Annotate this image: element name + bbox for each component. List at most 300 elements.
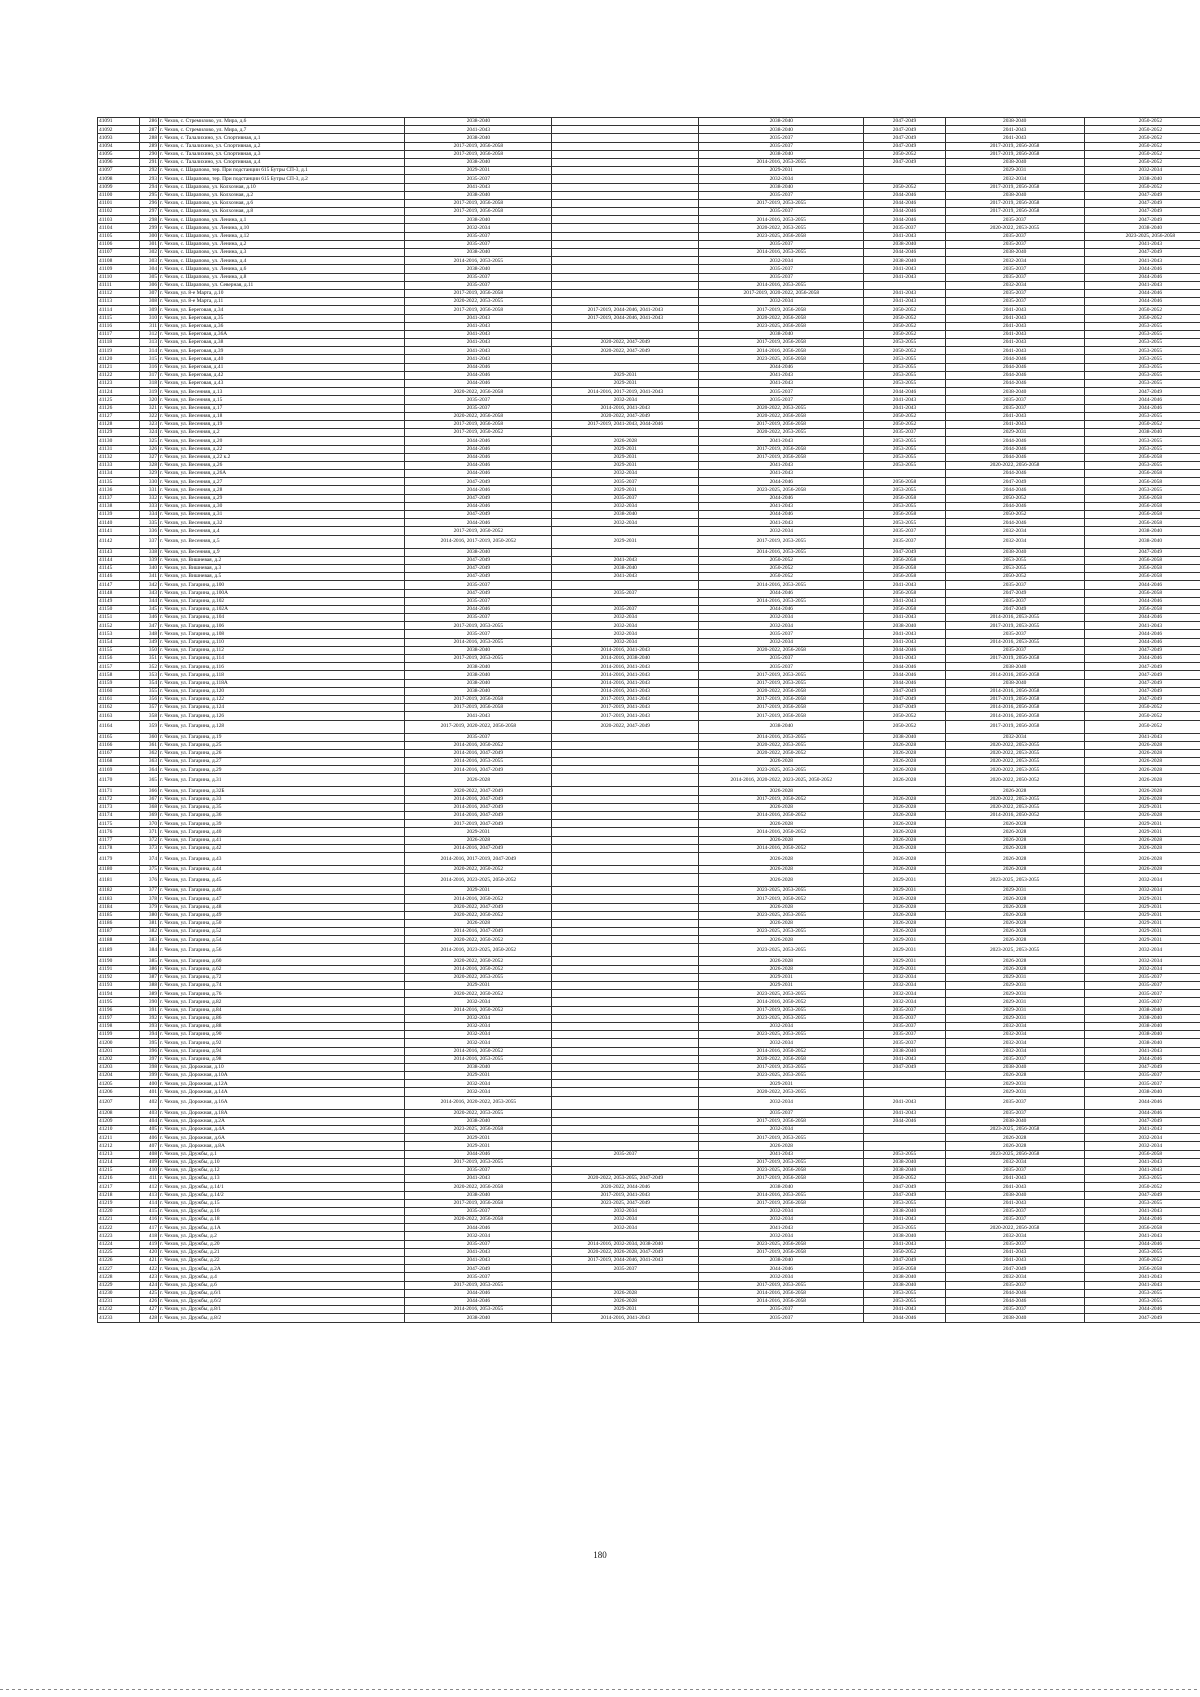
cell-id: 41170 — [98, 774, 140, 787]
cell-num: 303 — [139, 257, 158, 265]
cell-period_4: 2053-2055 — [864, 1224, 945, 1232]
cell-period_6: 2029-2031 — [1084, 911, 1200, 919]
cell-period_6: 2041-2043 — [1084, 1126, 1200, 1134]
cell-num: 396 — [139, 1047, 158, 1055]
cell-address: г. Чехов, ул. Гагарина, д.31 — [159, 774, 405, 787]
cell-period_4: 2053-2055 — [864, 363, 945, 371]
cell-id: 41174 — [98, 812, 140, 820]
cell-period_5: 2026-2028 — [945, 1142, 1084, 1150]
cell-period_6: 2038-2040 — [1084, 535, 1200, 548]
cell-period_1: 2038-2040 — [405, 265, 552, 273]
cell-period_1: 2041-2043 — [405, 183, 552, 191]
table-row — [98, 630, 1200, 638]
cell-period_2: 2017-2019, 2041-2043, 2044-2046 — [552, 420, 699, 428]
cell-period_1: 2035-2037 — [405, 404, 552, 412]
cell-id: 41146 — [98, 573, 140, 581]
cell-address: г. Чехов, ул. Гагарина, д.54 — [159, 936, 405, 944]
cell-address: г. Чехов, ул. Гагарина, д.122 — [159, 695, 405, 703]
cell-period_5: 2041-2043 — [945, 1175, 1084, 1183]
cell-period_3: 2023-2025, 2053-2055 — [699, 766, 864, 774]
cell-period_1: 2047-2049 — [405, 1265, 552, 1273]
cell-period_2: 2035-2037 — [552, 494, 699, 502]
cell-period_4: 2056-2058 — [864, 589, 945, 597]
cell-period_1: 2014-2016, 2047-2049 — [405, 928, 552, 936]
cell-period_6: 2053-2055 — [1084, 347, 1200, 355]
cell-period_6: 2053-2055 — [1084, 363, 1200, 371]
cell-id: 41140 — [98, 519, 140, 527]
table-row — [98, 766, 1200, 774]
cell-period_4: 2053-2055 — [864, 486, 945, 494]
cell-period_6: 2056-2058 — [1084, 564, 1200, 572]
cell-period_1: 2032-2034 — [405, 1031, 552, 1039]
cell-period_4: 2044-2046 — [864, 388, 945, 396]
cell-period_4: 2032-2034 — [864, 973, 945, 981]
cell-period_6: 2056-2058 — [1084, 519, 1200, 527]
cell-period_4: 2053-2055 — [864, 339, 945, 347]
cell-period_1: 2026-2028 — [405, 836, 552, 844]
cell-period_1: 2032-2034 — [405, 1080, 552, 1088]
cell-period_4: 2041-2043 — [864, 298, 945, 306]
cell-period_1: 2017-2019, 2053-2055 — [405, 655, 552, 663]
cell-address: г. Чехов, ул. Дорожная, д.2А — [159, 1117, 405, 1125]
cell-period_4: 2050-2052 — [864, 150, 945, 158]
cell-id: 41156 — [98, 655, 140, 663]
cell-period_2 — [552, 199, 699, 207]
cell-period_5: 2035-2037 — [945, 1109, 1084, 1117]
table-row — [98, 589, 1200, 597]
cell-num: 304 — [139, 265, 158, 273]
table-row — [98, 494, 1200, 502]
table-row — [98, 1126, 1200, 1134]
cell-id: 41189 — [98, 944, 140, 957]
cell-period_5: 2029-2031 — [945, 1088, 1084, 1096]
cell-period_3: 2017-2019, 2056-2058 — [699, 1199, 864, 1207]
cell-period_3: 2020-2022, 2053-2055 — [699, 1088, 864, 1096]
cell-num: 368 — [139, 803, 158, 811]
cell-address: г. Чехов, ул. Береговая, д.38 — [159, 339, 405, 347]
cell-period_5: 2044-2046 — [945, 470, 1084, 478]
cell-period_6: 2050-2052 — [1084, 704, 1200, 712]
cell-num: 413 — [139, 1191, 158, 1199]
cell-period_4 — [864, 175, 945, 183]
cell-period_4: 2053-2055 — [864, 519, 945, 527]
table-row — [98, 812, 1200, 820]
cell-period_6: 2056-2058 — [1084, 573, 1200, 581]
cell-num: 288 — [139, 134, 158, 142]
cell-period_4: 2047-2049 — [864, 1191, 945, 1199]
cell-period_1: 2038-2040 — [405, 158, 552, 166]
cell-period_6: 2038-2040 — [1084, 429, 1200, 437]
cell-id: 41211 — [98, 1134, 140, 1142]
table-row — [98, 874, 1200, 887]
cell-period_5: 2020-2022, 2053-2055 — [945, 741, 1084, 749]
cell-address: г. Чехов, ул. Гагарина, д.25 — [159, 741, 405, 749]
cell-period_3: 2026-2028 — [699, 965, 864, 973]
cell-period_3: 2017-2019, 2053-2055 — [699, 1006, 864, 1014]
cell-period_1: 2020-2022, 2050-2052 — [405, 990, 552, 998]
cell-period_3: 2035-2037 — [699, 208, 864, 216]
cell-period_3: 2023-2025, 2053-2055 — [699, 887, 864, 895]
table-row — [98, 982, 1200, 990]
cell-period_6: 2044-2046 — [1084, 404, 1200, 412]
cell-period_4: 2050-2052 — [864, 183, 945, 191]
cell-address: г. Чехов, ул. Весенняя, д.22 — [159, 445, 405, 453]
cell-num: 319 — [139, 388, 158, 396]
cell-period_5: 2014-2016, 2053-2055 — [945, 614, 1084, 622]
cell-id: 41230 — [98, 1289, 140, 1297]
cell-period_6: 2044-2046 — [1084, 638, 1200, 646]
cell-period_1: 2041-2043 — [405, 314, 552, 322]
cell-num: 300 — [139, 232, 158, 240]
table-row — [98, 1232, 1200, 1240]
cell-num: 383 — [139, 936, 158, 944]
cell-period_4: 2050-2052 — [864, 330, 945, 338]
cell-period_4: 2032-2034 — [864, 982, 945, 990]
cell-period_3: 2026-2028 — [699, 836, 864, 844]
table-row — [98, 1158, 1200, 1166]
table-row — [98, 289, 1200, 297]
cell-period_6: 2044-2046 — [1084, 1306, 1200, 1314]
table-row — [98, 646, 1200, 654]
cell-id: 41134 — [98, 470, 140, 478]
cell-id: 41154 — [98, 638, 140, 646]
cell-num: 420 — [139, 1248, 158, 1256]
cell-id: 41093 — [98, 134, 140, 142]
cell-period_4: 2044-2046 — [864, 671, 945, 679]
cell-period_4: 2044-2046 — [864, 216, 945, 224]
table-row — [98, 556, 1200, 564]
cell-period_6: 2038-2040 — [1084, 1088, 1200, 1096]
cell-address: г. Чехов, ул. Вишневая, д.5 — [159, 573, 405, 581]
cell-period_6: 2047-2049 — [1084, 1063, 1200, 1071]
cell-period_1: 2014-2016, 2053-2055 — [405, 1055, 552, 1063]
cell-num: 392 — [139, 1014, 158, 1022]
cell-period_4: 2044-2046 — [864, 208, 945, 216]
cell-id: 41137 — [98, 494, 140, 502]
cell-address: г. Чехов, ул. Гагарина, д.102 — [159, 597, 405, 605]
cell-period_3: 2041-2043 — [699, 1150, 864, 1158]
cell-address: г. Чехов, ул. Гагарина, д.110 — [159, 638, 405, 646]
cell-address: г. Чехов, ул. Гагарина, д.98 — [159, 1055, 405, 1063]
cell-period_2: 2038-2040 — [552, 511, 699, 519]
cell-address: г. Чехов, ул. Береговая, д.40 — [159, 355, 405, 363]
cell-address: г. Чехов, ул. Дружбы, д.21 — [159, 1248, 405, 1256]
cell-period_3: 2014-2016, 2056-2058 — [699, 1289, 864, 1297]
schedule-table — [97, 117, 1200, 1323]
cell-period_5: 2038-2040 — [945, 158, 1084, 166]
cell-period_2: 2020-2022, 2047-2049 — [552, 339, 699, 347]
cell-period_6: 2053-2055 — [1084, 322, 1200, 330]
cell-id: 41199 — [98, 1031, 140, 1039]
cell-address: г. Чехов, ул. Гагарина, д.124 — [159, 704, 405, 712]
cell-address: г. Чехов, ул. Береговая, д.35 — [159, 314, 405, 322]
table-row — [98, 1183, 1200, 1191]
table-row — [98, 903, 1200, 911]
cell-period_3: 2020-2022, 2053-2055 — [699, 224, 864, 232]
cell-num: 351 — [139, 655, 158, 663]
cell-period_1: 2029-2031 — [405, 1134, 552, 1142]
cell-period_1: 2038-2040 — [405, 1191, 552, 1199]
cell-address: г. Чехов, ул. Дружбы, д.16 — [159, 1207, 405, 1215]
cell-period_2: 2029-2031 — [552, 535, 699, 548]
cell-period_6: 2050-2052 — [1084, 183, 1200, 191]
cell-period_4: 2035-2037 — [864, 1022, 945, 1030]
cell-period_3: 2041-2043 — [699, 461, 864, 469]
cell-period_4: 2044-2046 — [864, 1117, 945, 1125]
cell-address: г. Чехов, ул. Гагарина, д.44 — [159, 865, 405, 873]
cell-num: 417 — [139, 1224, 158, 1232]
cell-period_5: 2026-2028 — [945, 1072, 1084, 1080]
table-row — [98, 1289, 1200, 1297]
cell-id: 41229 — [98, 1281, 140, 1289]
cell-period_6: 2050-2052 — [1084, 118, 1200, 126]
cell-period_1: 2032-2034 — [405, 1088, 552, 1096]
cell-period_4: 2035-2037 — [864, 224, 945, 232]
cell-num: 384 — [139, 944, 158, 957]
cell-period_5: 2014-2016, 2056-2058 — [945, 687, 1084, 695]
table-row — [98, 404, 1200, 412]
cell-period_5: 2041-2043 — [945, 1257, 1084, 1265]
cell-id: 41188 — [98, 936, 140, 944]
cell-id: 41206 — [98, 1088, 140, 1096]
cell-period_6: 2047-2049 — [1084, 1117, 1200, 1125]
cell-period_4: 2041-2043 — [864, 404, 945, 412]
cell-num: 391 — [139, 1006, 158, 1014]
cell-period_5: 2035-2037 — [945, 1216, 1084, 1224]
table-row — [98, 232, 1200, 240]
cell-num: 323 — [139, 420, 158, 428]
cell-num: 331 — [139, 486, 158, 494]
table-row — [98, 1080, 1200, 1088]
cell-address: г. Чехов, ул. Береговая, д.36 — [159, 322, 405, 330]
table-row — [98, 347, 1200, 355]
cell-period_4 — [864, 470, 945, 478]
cell-period_3: 2035-2037 — [699, 1306, 864, 1314]
cell-period_6: 2035-2037 — [1084, 982, 1200, 990]
cell-period_2 — [552, 812, 699, 820]
cell-num: 352 — [139, 663, 158, 671]
table-row — [98, 573, 1200, 581]
cell-address: г. Чехов, ул. Гагарина, д.50 — [159, 919, 405, 927]
cell-address: г. Чехов, ул. Весенняя, д.9 — [159, 548, 405, 556]
cell-id: 41121 — [98, 363, 140, 371]
cell-period_5: 2038-2040 — [945, 388, 1084, 396]
cell-address: г. Чехов, с. Талалихино, ул. Спортивная, д.4 — [159, 158, 405, 166]
cell-period_6: 2038-2040 — [1084, 1006, 1200, 1014]
cell-period_1: 2035-2037 — [405, 614, 552, 622]
cell-period_1: 2014-2016, 2053-2055 — [405, 758, 552, 766]
cell-num: 301 — [139, 240, 158, 248]
cell-period_1: 2020-2022, 2056-2058 — [405, 1216, 552, 1224]
cell-period_1: 2017-2019, 2056-2058 — [405, 695, 552, 703]
cell-period_2 — [552, 865, 699, 873]
cell-period_6: 2044-2046 — [1084, 1240, 1200, 1248]
cell-period_2 — [552, 820, 699, 828]
cell-num: 289 — [139, 142, 158, 150]
cell-period_6: 2032-2034 — [1084, 887, 1200, 895]
cell-period_3: 2014-2016, 2053-2055 — [699, 158, 864, 166]
cell-address: г. Чехов, ул. Дорожная, д.12А — [159, 1080, 405, 1088]
cell-period_5: 2032-2034 — [945, 1158, 1084, 1166]
cell-id: 41142 — [98, 535, 140, 548]
table-row — [98, 887, 1200, 895]
cell-period_1: 2017-2019, 2047-2049 — [405, 820, 552, 828]
cell-id: 41220 — [98, 1207, 140, 1215]
cell-id: 41136 — [98, 486, 140, 494]
cell-id: 41196 — [98, 1006, 140, 1014]
cell-period_4: 2041-2043 — [864, 232, 945, 240]
cell-period_4: 2041-2043 — [864, 265, 945, 273]
cell-period_3: 2026-2028 — [699, 852, 864, 865]
cell-period_3: 2023-2025, 2056-2058 — [699, 322, 864, 330]
cell-id: 41159 — [98, 679, 140, 687]
cell-id: 41205 — [98, 1080, 140, 1088]
cell-period_6: 2047-2049 — [1084, 646, 1200, 654]
cell-period_2: 2020-2022, 2026-2028, 2047-2049 — [552, 1248, 699, 1256]
cell-address: г. Чехов, ул. Гагарина, д.112 — [159, 646, 405, 654]
cell-period_4: 2056-2058 — [864, 1265, 945, 1273]
cell-period_2: 2035-2037 — [552, 1265, 699, 1273]
cell-address: г. Чехов, ул. Гагарина, д.42 — [159, 844, 405, 852]
cell-period_2: 2017-2019, 2041-2043 — [552, 1191, 699, 1199]
cell-id: 41177 — [98, 836, 140, 844]
cell-period_5: 2038-2040 — [945, 118, 1084, 126]
cell-period_2 — [552, 1142, 699, 1150]
table-row — [98, 420, 1200, 428]
cell-num: 309 — [139, 306, 158, 314]
cell-id: 41194 — [98, 990, 140, 998]
cell-address: г. Чехов, ул. Дружбы, д.13 — [159, 1175, 405, 1183]
cell-address: г. Чехов, с. Шарапово, ул. Ленина, д.12 — [159, 232, 405, 240]
cell-period_3: 2035-2037 — [699, 240, 864, 248]
cell-address: г. Чехов, ул. Гагарина, д.48 — [159, 903, 405, 911]
cell-address: г. Чехов, ул. Весенняя, д.18 — [159, 412, 405, 420]
cell-period_4: 2038-2040 — [864, 1281, 945, 1289]
cell-period_1: 2014-2016, 2047-2049 — [405, 766, 552, 774]
cell-period_2: 2026-2028 — [552, 437, 699, 445]
cell-period_6: 2032-2034 — [1084, 1142, 1200, 1150]
cell-id: 41218 — [98, 1191, 140, 1199]
table-row — [98, 453, 1200, 461]
cell-period_4: 2026-2028 — [864, 795, 945, 803]
cell-period_4: 2026-2028 — [864, 903, 945, 911]
cell-period_2: 2020-2022, 2047-2049 — [552, 412, 699, 420]
cell-period_5: 2023-2025, 2056-2058 — [945, 1126, 1084, 1134]
cell-period_4: 2026-2028 — [864, 741, 945, 749]
cell-period_2 — [552, 1039, 699, 1047]
cell-period_2: 2020-2022, 2047-2049 — [552, 347, 699, 355]
cell-num: 412 — [139, 1183, 158, 1191]
cell-period_2: 2026-2028 — [552, 1297, 699, 1305]
cell-num: 354 — [139, 679, 158, 687]
cell-period_1: 2035-2037 — [405, 175, 552, 183]
cell-period_6: 2056-2058 — [1084, 478, 1200, 486]
cell-num: 328 — [139, 461, 158, 469]
cell-address: г. Чехов, ул. Гагарина, д.120 — [159, 687, 405, 695]
cell-num: 365 — [139, 774, 158, 787]
cell-period_5: 2041-2043 — [945, 314, 1084, 322]
table-row — [98, 1265, 1200, 1273]
cell-address: г. Чехов, ул. Гагарина, д.118А — [159, 679, 405, 687]
cell-period_1: 2014-2016, 2047-2049 — [405, 844, 552, 852]
cell-period_2 — [552, 249, 699, 257]
cell-period_3: 2041-2043 — [699, 470, 864, 478]
cell-period_4: 2056-2058 — [864, 573, 945, 581]
table-row — [98, 911, 1200, 919]
cell-num: 305 — [139, 273, 158, 281]
cell-period_3: 2017-2019, 2056-2058 — [699, 1117, 864, 1125]
cell-id: 41223 — [98, 1232, 140, 1240]
cell-period_3: 2023-2025, 2056-2058 — [699, 486, 864, 494]
table-row — [98, 158, 1200, 166]
cell-num: 294 — [139, 183, 158, 191]
cell-period_5: 2050-2052 — [945, 511, 1084, 519]
cell-period_3: 2032-2034 — [699, 175, 864, 183]
cell-address: г. Чехов, ул. Весенняя, д.26А — [159, 470, 405, 478]
cell-period_1: 2014-2016, 2047-2049 — [405, 749, 552, 757]
cell-period_3: 2023-2025, 2053-2055 — [699, 1031, 864, 1039]
cell-period_2: 2014-2016, 2041-2043 — [552, 687, 699, 695]
cell-period_5: 2029-2031 — [945, 167, 1084, 175]
cell-period_1: 2020-2022, 2050-2052 — [405, 957, 552, 965]
cell-period_2: 2032-2034 — [552, 396, 699, 404]
cell-num: 320 — [139, 396, 158, 404]
table-row — [98, 1166, 1200, 1174]
cell-period_2 — [552, 928, 699, 936]
cell-id: 41216 — [98, 1175, 140, 1183]
cell-period_5: 2041-2043 — [945, 1248, 1084, 1256]
cell-period_1: 2014-2016, 2017-2019, 2047-2049 — [405, 852, 552, 865]
cell-num: 335 — [139, 519, 158, 527]
table-row — [98, 990, 1200, 998]
table-row — [98, 803, 1200, 811]
cell-address: г. Чехов, ул. Дорожная, д.10 — [159, 1063, 405, 1071]
cell-period_6: 2050-2052 — [1084, 314, 1200, 322]
cell-period_1: 2035-2037 — [405, 630, 552, 638]
cell-period_1: 2014-2016, 2023-2025, 2050-2052 — [405, 944, 552, 957]
cell-period_5: 2044-2046 — [945, 355, 1084, 363]
cell-num: 382 — [139, 928, 158, 936]
cell-period_1: 2038-2040 — [405, 1117, 552, 1125]
cell-address: г. Чехов, ул. Весенняя, д.30 — [159, 502, 405, 510]
cell-period_2: 2041-2043 — [552, 573, 699, 581]
cell-num: 291 — [139, 158, 158, 166]
cell-period_2: 2014-2016, 2041-2043 — [552, 404, 699, 412]
cell-period_4: 2047-2049 — [864, 134, 945, 142]
cell-period_6: 2047-2049 — [1084, 199, 1200, 207]
table-row — [98, 1055, 1200, 1063]
cell-period_6: 2035-2037 — [1084, 1080, 1200, 1088]
cell-num: 337 — [139, 535, 158, 548]
cell-period_5: 2035-2037 — [945, 216, 1084, 224]
cell-period_5: 2014-2016, 2056-2058 — [945, 712, 1084, 720]
cell-address: г. Чехов, ул. Гагарина, д.35 — [159, 803, 405, 811]
cell-period_3: 2044-2046 — [699, 478, 864, 486]
cell-address: г. Чехов, с. Талалихино, ул. Спортивная, д.2 — [159, 142, 405, 150]
cell-period_2 — [552, 990, 699, 998]
cell-period_3: 2017-2019, 2053-2055 — [699, 671, 864, 679]
cell-period_6: 2053-2055 — [1084, 412, 1200, 420]
cell-period_1: 2035-2037 — [405, 396, 552, 404]
table-row — [98, 944, 1200, 957]
cell-num: 371 — [139, 828, 158, 836]
table-row — [98, 1199, 1200, 1207]
cell-period_4 — [864, 1126, 945, 1134]
cell-period_4: 2056-2058 — [864, 564, 945, 572]
cell-id: 41179 — [98, 852, 140, 865]
cell-period_4: 2047-2049 — [864, 1257, 945, 1265]
cell-period_1: 2038-2040 — [405, 671, 552, 679]
